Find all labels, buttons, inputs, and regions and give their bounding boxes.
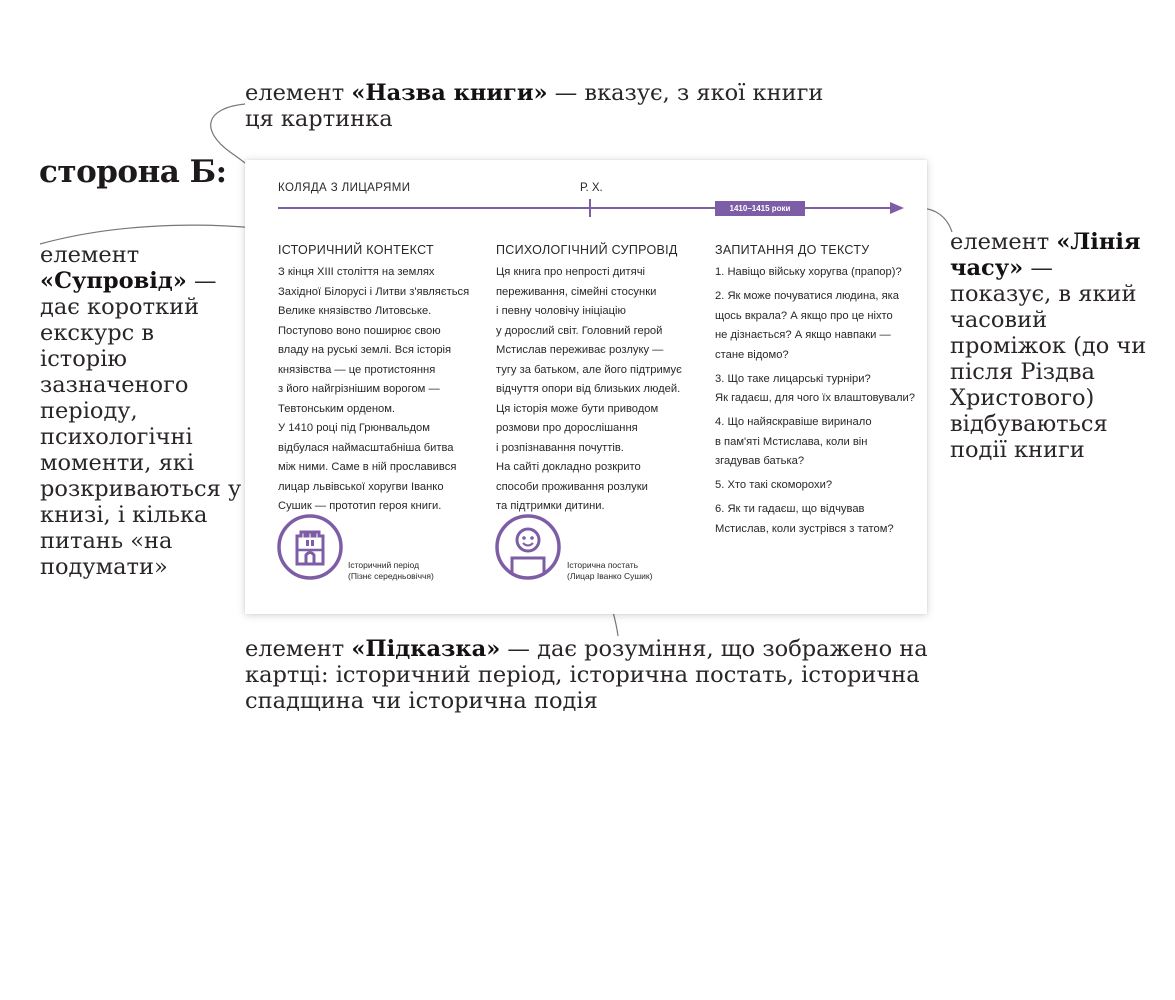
- history-text-line: з його найгрізнішим ворогом —: [278, 383, 440, 395]
- annotation-bottom-pre: елемент: [245, 636, 352, 662]
- history-text-line: князівства — це протистояння: [278, 363, 436, 376]
- annotation-right-bold: «Лінія часу»: [950, 229, 1141, 281]
- psychology-text-line: розмови про дорослішання: [496, 422, 638, 434]
- psychology-text-line: відчуття опори від близьких людей.: [496, 383, 681, 395]
- question-line: згадував батька?: [715, 455, 805, 467]
- psychology-heading: ПСИХОЛОГІЧНИЙ СУПРОВІД: [496, 243, 678, 257]
- annotation-right-post: — показує, в який часовий проміжок (до чи після Різдва Христового) відбуваються події книги: [950, 255, 1147, 463]
- history-text-line: З кінця XIII століття на землях: [278, 266, 435, 278]
- history-text: [278, 263, 483, 517]
- history-hint-line-2: (Пізнє середньовіччя): [348, 571, 434, 581]
- questions-heading: ЗАПИТАННЯ ДО ТЕКСТУ: [715, 243, 870, 257]
- question-line: щось вкрала? А якщо про це ніхто: [715, 309, 893, 322]
- question-line: не дізнається? А якщо навпаки —: [715, 329, 891, 341]
- book-title: КОЛЯДА З ЛИЦАРЯМИ: [278, 182, 411, 194]
- question-line: стане відомо?: [715, 348, 789, 361]
- history-text-line: Західної Білорусі і Литви з'являється: [278, 285, 470, 298]
- question-line: Мстислав, коли зустрівся з татом?: [715, 522, 894, 535]
- side-title: сторона Б:: [39, 154, 227, 190]
- question-line: 4. Що найяскравіше виринало: [715, 416, 872, 428]
- psychology-column: [496, 243, 701, 517]
- psychology-hint-line-2: (Лицар Іванко Сушик): [567, 571, 653, 581]
- history-text-line: Велике князівство Литовське.: [278, 305, 432, 317]
- history-hint-line-1: Історичний період: [348, 560, 420, 570]
- psychology-text-line: у дорослий світ. Головний герой: [496, 324, 663, 337]
- annotation-left-bold: «Супровід»: [40, 268, 187, 294]
- history-text-line: владу на руські землі. Вся історія: [278, 344, 452, 356]
- psychology-text: [496, 263, 701, 517]
- annotation-timeline: [950, 229, 1150, 463]
- question-item: [715, 413, 915, 472]
- psychology-text-line: і певну чоловічу ініціацію: [496, 305, 626, 317]
- psychology-text-line: та підтримки дитини.: [496, 500, 605, 512]
- psychology-text-line: На сайті докладно розкрито: [496, 461, 641, 473]
- question-item: [715, 263, 915, 283]
- question-line: 6. Як ти гадаєш, що відчував: [715, 503, 865, 515]
- questions-list: [715, 263, 915, 539]
- timeline-marker-label: Р. Х.: [580, 182, 603, 194]
- history-column: [278, 243, 483, 517]
- annotation-left-post: — дає короткий екскурс в історію зазначеного періоду, психологічні моменти, які розкриваються у книзі, і кілька питань «на подумати»: [40, 268, 242, 580]
- question-item: [715, 287, 915, 365]
- question-line: 1. Навіщо війську хоругва (прапор)?: [715, 266, 902, 278]
- history-text-line: Тевтонським орденом.: [278, 402, 396, 415]
- annotation-right-pre: елемент: [950, 229, 1057, 255]
- timeline-period-badge: 1410–1415 роки: [715, 201, 805, 216]
- annotation-bottom-bold: «Підказка»: [351, 636, 501, 662]
- annotation-companion: [40, 242, 245, 580]
- history-text-line: У 1410 році під Грюнвальдом: [278, 422, 430, 434]
- history-heading: ІСТОРИЧНИЙ КОНТЕКСТ: [278, 243, 434, 257]
- question-line: 5. Хто такі скоморохи?: [715, 479, 833, 491]
- psychology-hint: [567, 560, 652, 582]
- timeline-marker-tick: [589, 199, 591, 217]
- question-line: 3. Що таке лицарські турніри?: [715, 372, 871, 385]
- annotation-bottom-post: — дає розуміння, що зображено на картці: історичний період, історична постать, історична спадщина чи історична подія: [245, 636, 928, 714]
- timeline-arrow-icon: [890, 202, 904, 214]
- annotation-title-post: — вказує, з якої книги ця картинка: [245, 80, 824, 132]
- psychology-text-line: Ця книга про непрості дитячі: [496, 266, 646, 278]
- annotation-hint: [245, 636, 945, 714]
- question-item: [715, 476, 915, 496]
- question-line: 2. Як може почуватися людина, яка: [715, 290, 899, 302]
- questions-column: [715, 243, 915, 544]
- history-hint: [348, 560, 434, 582]
- psychology-text-line: тугу за батьком, але його підтримує: [496, 363, 682, 376]
- history-text-line: Сушик — прототип героя книги.: [278, 500, 442, 512]
- psychology-hint-line-1: Історична постать: [567, 560, 639, 570]
- annotation-book-title: [245, 80, 845, 132]
- person-icon: [495, 514, 561, 580]
- castle-icon: [277, 514, 343, 580]
- question-item: [715, 370, 915, 409]
- history-text-line: між ними. Саме в ній прославився: [278, 461, 457, 473]
- question-line: Як гадаєш, для чого їх влаштовували?: [715, 392, 915, 404]
- psychology-text-line: Ця історія може бути приводом: [496, 402, 659, 415]
- card-side-b: [245, 160, 927, 614]
- question-line: в пам'яті Мстислава, коли він: [715, 435, 868, 448]
- psychology-text-line: способи проживання розлуки: [496, 480, 648, 493]
- psychology-text-line: і розпізнавання почуттів.: [496, 441, 624, 454]
- history-text-line: лицар львівської хоругви Іванко: [278, 480, 444, 493]
- annotation-title-bold: «Назва книги»: [351, 80, 548, 106]
- history-text-line: відбулася наймасштабніша битва: [278, 441, 454, 454]
- question-item: [715, 500, 915, 539]
- annotation-title-pre: елемент: [245, 80, 352, 106]
- psychology-text-line: Мстислав переживає розлуку —: [496, 344, 664, 356]
- history-text-line: Поступово воно поширює свою: [278, 324, 441, 337]
- psychology-text-line: переживання, сімейні стосунки: [496, 285, 657, 298]
- annotation-left-pre: елемент: [40, 242, 140, 268]
